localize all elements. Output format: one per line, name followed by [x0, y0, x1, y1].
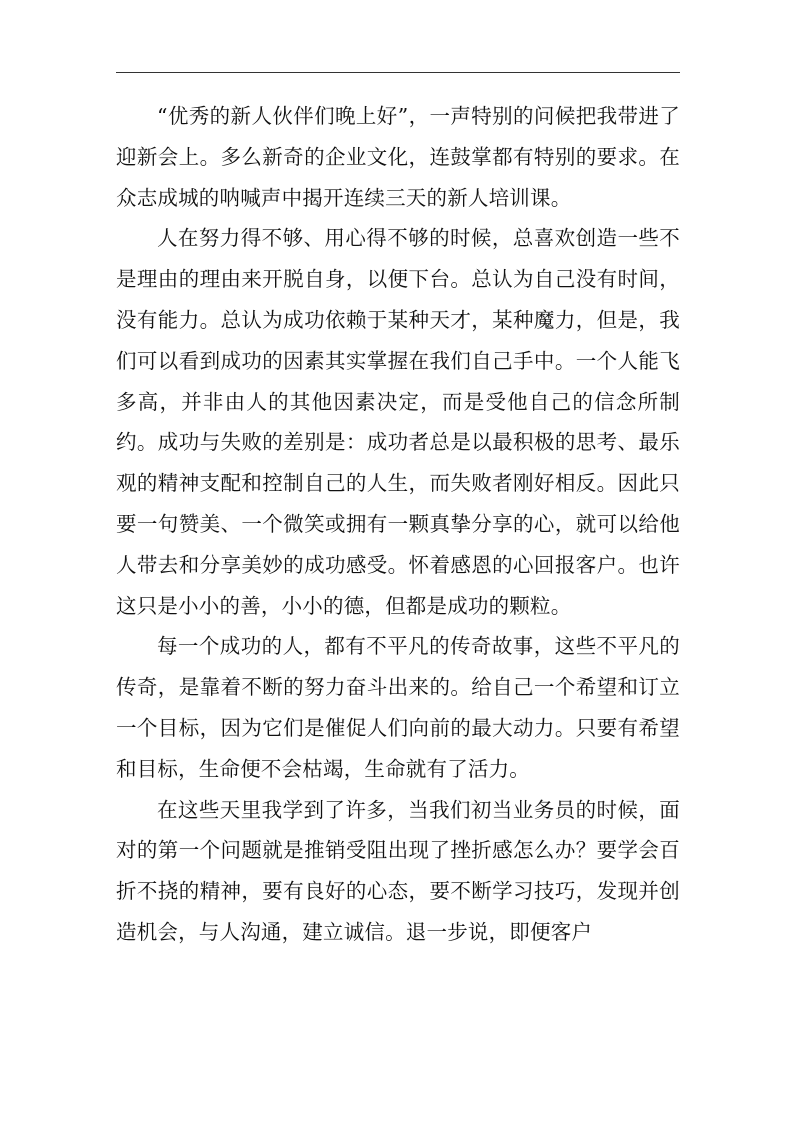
- paragraph-1: “优秀的新人伙伴们晚上好”，一声特别的问候把我带进了迎新会上。多么新奇的企业文化，连鼓掌都有特别的要求。在众志成城的呐喊声中揭开连续三天的新人培训课。: [116, 104, 680, 210]
- header-rule: [116, 72, 680, 73]
- paragraph-2: 人在努力得不够、用心得不够的时候，总喜欢创造一些不是理由的理由来开脱自身，以便下台。总认为自己没有时间，没有能力。总认为成功依赖于某种天才，某种魔力，但是，我们可以看到成功的因素其实掌握在我们自己手中。一个人能飞多高，并非由人的其他因素决定，而是受他自己的信念所制约。成功与失败的差别是：成功者总是以最积极的思考、最乐观的精神支配和控制自己的人生，而失败者刚好相反。因此只要一句赞美、一个微笑或拥有一颗真挚分享的心，就可以给他人带去和分享美妙的成功感受。怀着感恩的心回报客户。也许这只是小小的善，小小的德，但都是成功的颗粒。: [116, 226, 680, 618]
- paragraph-4: 在这些天里我学到了许多，当我们初当业务员的时候，面对的第一个问题就是推销受阻出现了挫折感怎么办？要学会百折不挠的精神，要有良好的心态，要不断学习技巧，发现并创造机会，与人沟通，建立诚信。退一步说，即便客户: [116, 797, 680, 944]
- paragraph-3: 每一个成功的人，都有不平凡的传奇故事，这些不平凡的传奇，是靠着不断的努力奋斗出来的。给自己一个希望和订立一个目标，因为它们是催促人们向前的最大动力。只要有希望和目标，生命便不会枯竭，生命就有了活力。: [116, 634, 680, 781]
- body-text: [116, 96, 680, 953]
